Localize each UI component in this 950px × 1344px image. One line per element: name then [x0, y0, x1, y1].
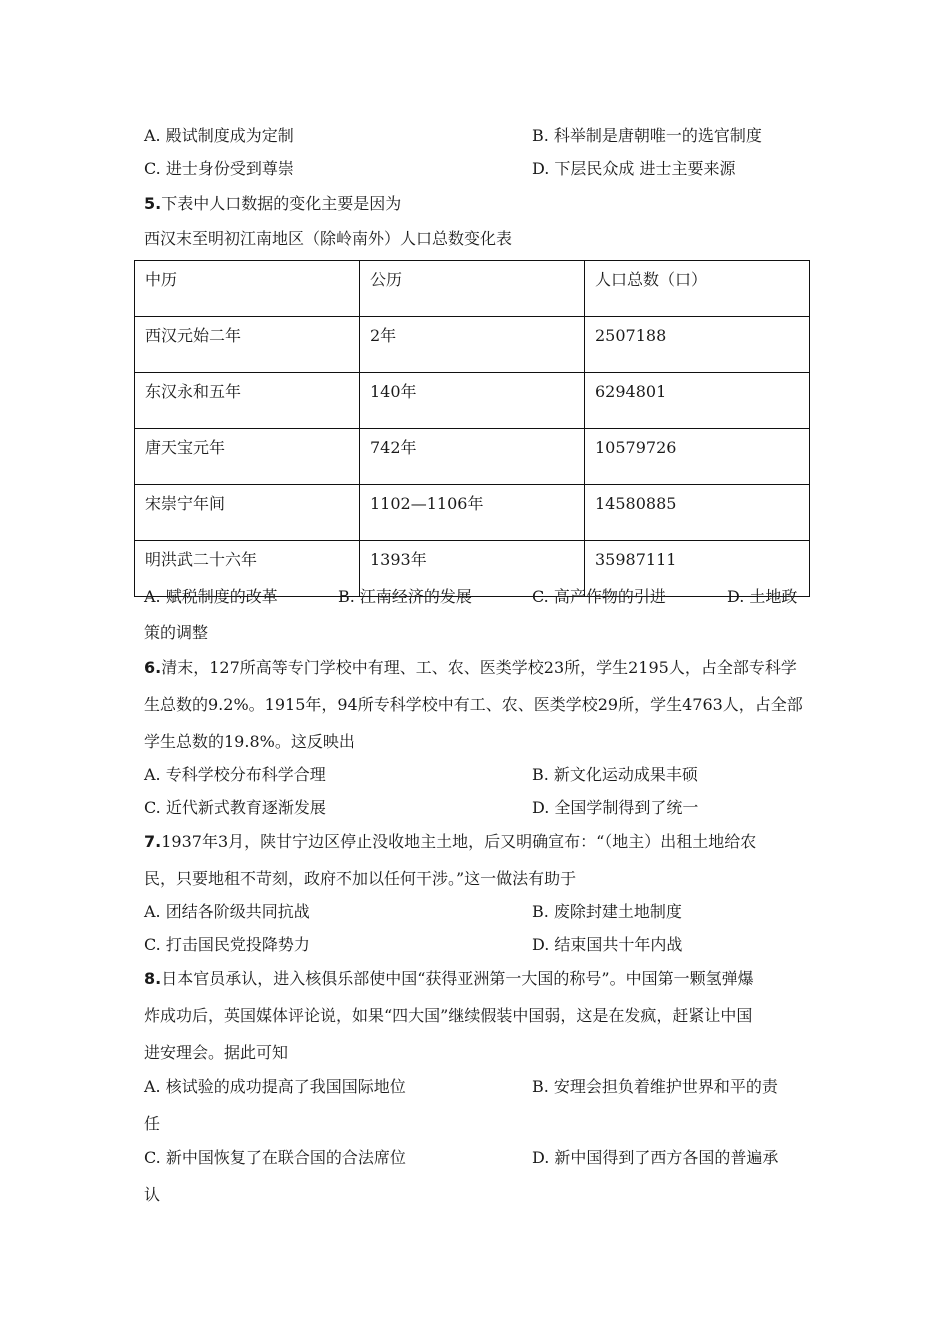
table-cell: 140年	[360, 373, 585, 429]
q4-option-c: C. 进士身份受到尊崇	[144, 159, 294, 178]
q8-line-1-text: 日本官员承认，进入核俱乐部使中国“获得亚洲第一大国的称号”。中国第一颗氢弹爆	[161, 969, 754, 988]
table-header-cell: 人口总数（口）	[585, 261, 810, 317]
q8-stem-line-3: 进安理会。据此可知	[144, 1043, 289, 1062]
q8-option-c: C. 新中国恢复了在联合国的合法席位	[144, 1148, 406, 1167]
table-header-cell: 中历	[135, 261, 360, 317]
q7-option-b: B. 废除封建土地制度	[532, 902, 682, 921]
q5-table-title: 西汉末至明初江南地区（除岭南外）人口总数变化表	[144, 229, 513, 248]
table-cell: 1393年	[360, 541, 585, 597]
q5-stem	[144, 194, 401, 214]
q7-option-a: A. 团结各阶级共同抗战	[144, 902, 310, 921]
q6-option-c: C. 近代新式教育逐渐发展	[144, 798, 326, 817]
q8-option-b-continued: 任	[144, 1114, 161, 1133]
q8-number: 8.	[144, 969, 162, 988]
table-row	[135, 485, 810, 541]
q8-stem-line-2: 炸成功后，英国媒体评论说，如果“四大国”继续假装中国弱，这是在发疯，赶紧让中国	[144, 1006, 753, 1025]
q6-number: 6.	[144, 658, 162, 677]
q6-stem-line-1	[144, 658, 797, 678]
q8-option-b: B. 安理会担负着维护世界和平的责	[532, 1077, 778, 1096]
q6-line-1-text: 清末，127所高等专门学校中有理、工、农、医类学校23所，学生2195人，占全部专科学	[161, 658, 797, 677]
table-header-cell: 公历	[360, 261, 585, 317]
population-table	[134, 260, 810, 597]
q6-stem-line-3: 学生总数的19.8%。这反映出	[144, 732, 355, 751]
table-header-row	[135, 261, 810, 317]
q5-option-d-continued: 策的调整	[144, 623, 209, 642]
table-cell: 明洪武二十六年	[135, 541, 360, 597]
table-row	[135, 429, 810, 485]
q6-option-d: D. 全国学制得到了统一	[532, 798, 699, 817]
q7-line-1-text: 1937年3月，陕甘宁边区停止没收地主土地，后又明确宣布：“（地主）出租土地给农	[161, 832, 757, 851]
table-cell: 唐天宝元年	[135, 429, 360, 485]
table-cell: 西汉元始二年	[135, 317, 360, 373]
table-cell: 6294801	[585, 373, 810, 429]
q4-option-b: B. 科举制是唐朝唯一的选官制度	[532, 126, 762, 145]
q8-option-a: A. 核试验的成功提高了我国国际地位	[144, 1077, 406, 1096]
q6-option-b: B. 新文化运动成果丰硕	[532, 765, 698, 784]
table-cell: 1102—1106年	[360, 485, 585, 541]
q8-option-d: D. 新中国得到了西方各国的普遍承	[532, 1148, 779, 1167]
q4-option-d: D. 下层民众成 进士主要来源	[532, 159, 736, 178]
q5-option-a: A. 赋税制度的改革	[144, 587, 278, 606]
q5-option-d: D. 土地政	[727, 587, 798, 606]
q5-stem-text: 下表中人口数据的变化主要是因为	[161, 194, 402, 213]
q5-option-c: C. 高产作物的引进	[532, 587, 666, 606]
table-cell: 东汉永和五年	[135, 373, 360, 429]
table-cell: 14580885	[585, 485, 810, 541]
q8-option-d-continued: 认	[144, 1185, 161, 1204]
q7-stem-line-1	[144, 832, 756, 852]
q7-number: 7.	[144, 832, 162, 851]
q5-number: 5.	[144, 194, 162, 213]
table-cell: 10579726	[585, 429, 810, 485]
q8-stem-line-1	[144, 969, 754, 989]
table-cell: 2年	[360, 317, 585, 373]
table-cell: 742年	[360, 429, 585, 485]
table-row	[135, 373, 810, 429]
table-cell: 2507188	[585, 317, 810, 373]
table-cell: 宋崇宁年间	[135, 485, 360, 541]
q6-option-a: A. 专科学校分布科学合理	[144, 765, 326, 784]
table-cell: 35987111	[585, 541, 810, 597]
table-row	[135, 317, 810, 373]
q6-stem-line-2: 生总数的9.2%。1915年，94所专科学校中有工、农、医类学校29所，学生4763人，占全部	[144, 695, 803, 714]
q7-option-c: C. 打击国民党投降势力	[144, 935, 310, 954]
q5-option-b: B. 江南经济的发展	[338, 587, 472, 606]
q4-option-a: A. 殿试制度成为定制	[144, 126, 294, 145]
q7-option-d: D. 结束国共十年内战	[532, 935, 683, 954]
q7-stem-line-2: 民，只要地租不苛刻，政府不加以任何干涉。”这一做法有助于	[144, 869, 577, 888]
